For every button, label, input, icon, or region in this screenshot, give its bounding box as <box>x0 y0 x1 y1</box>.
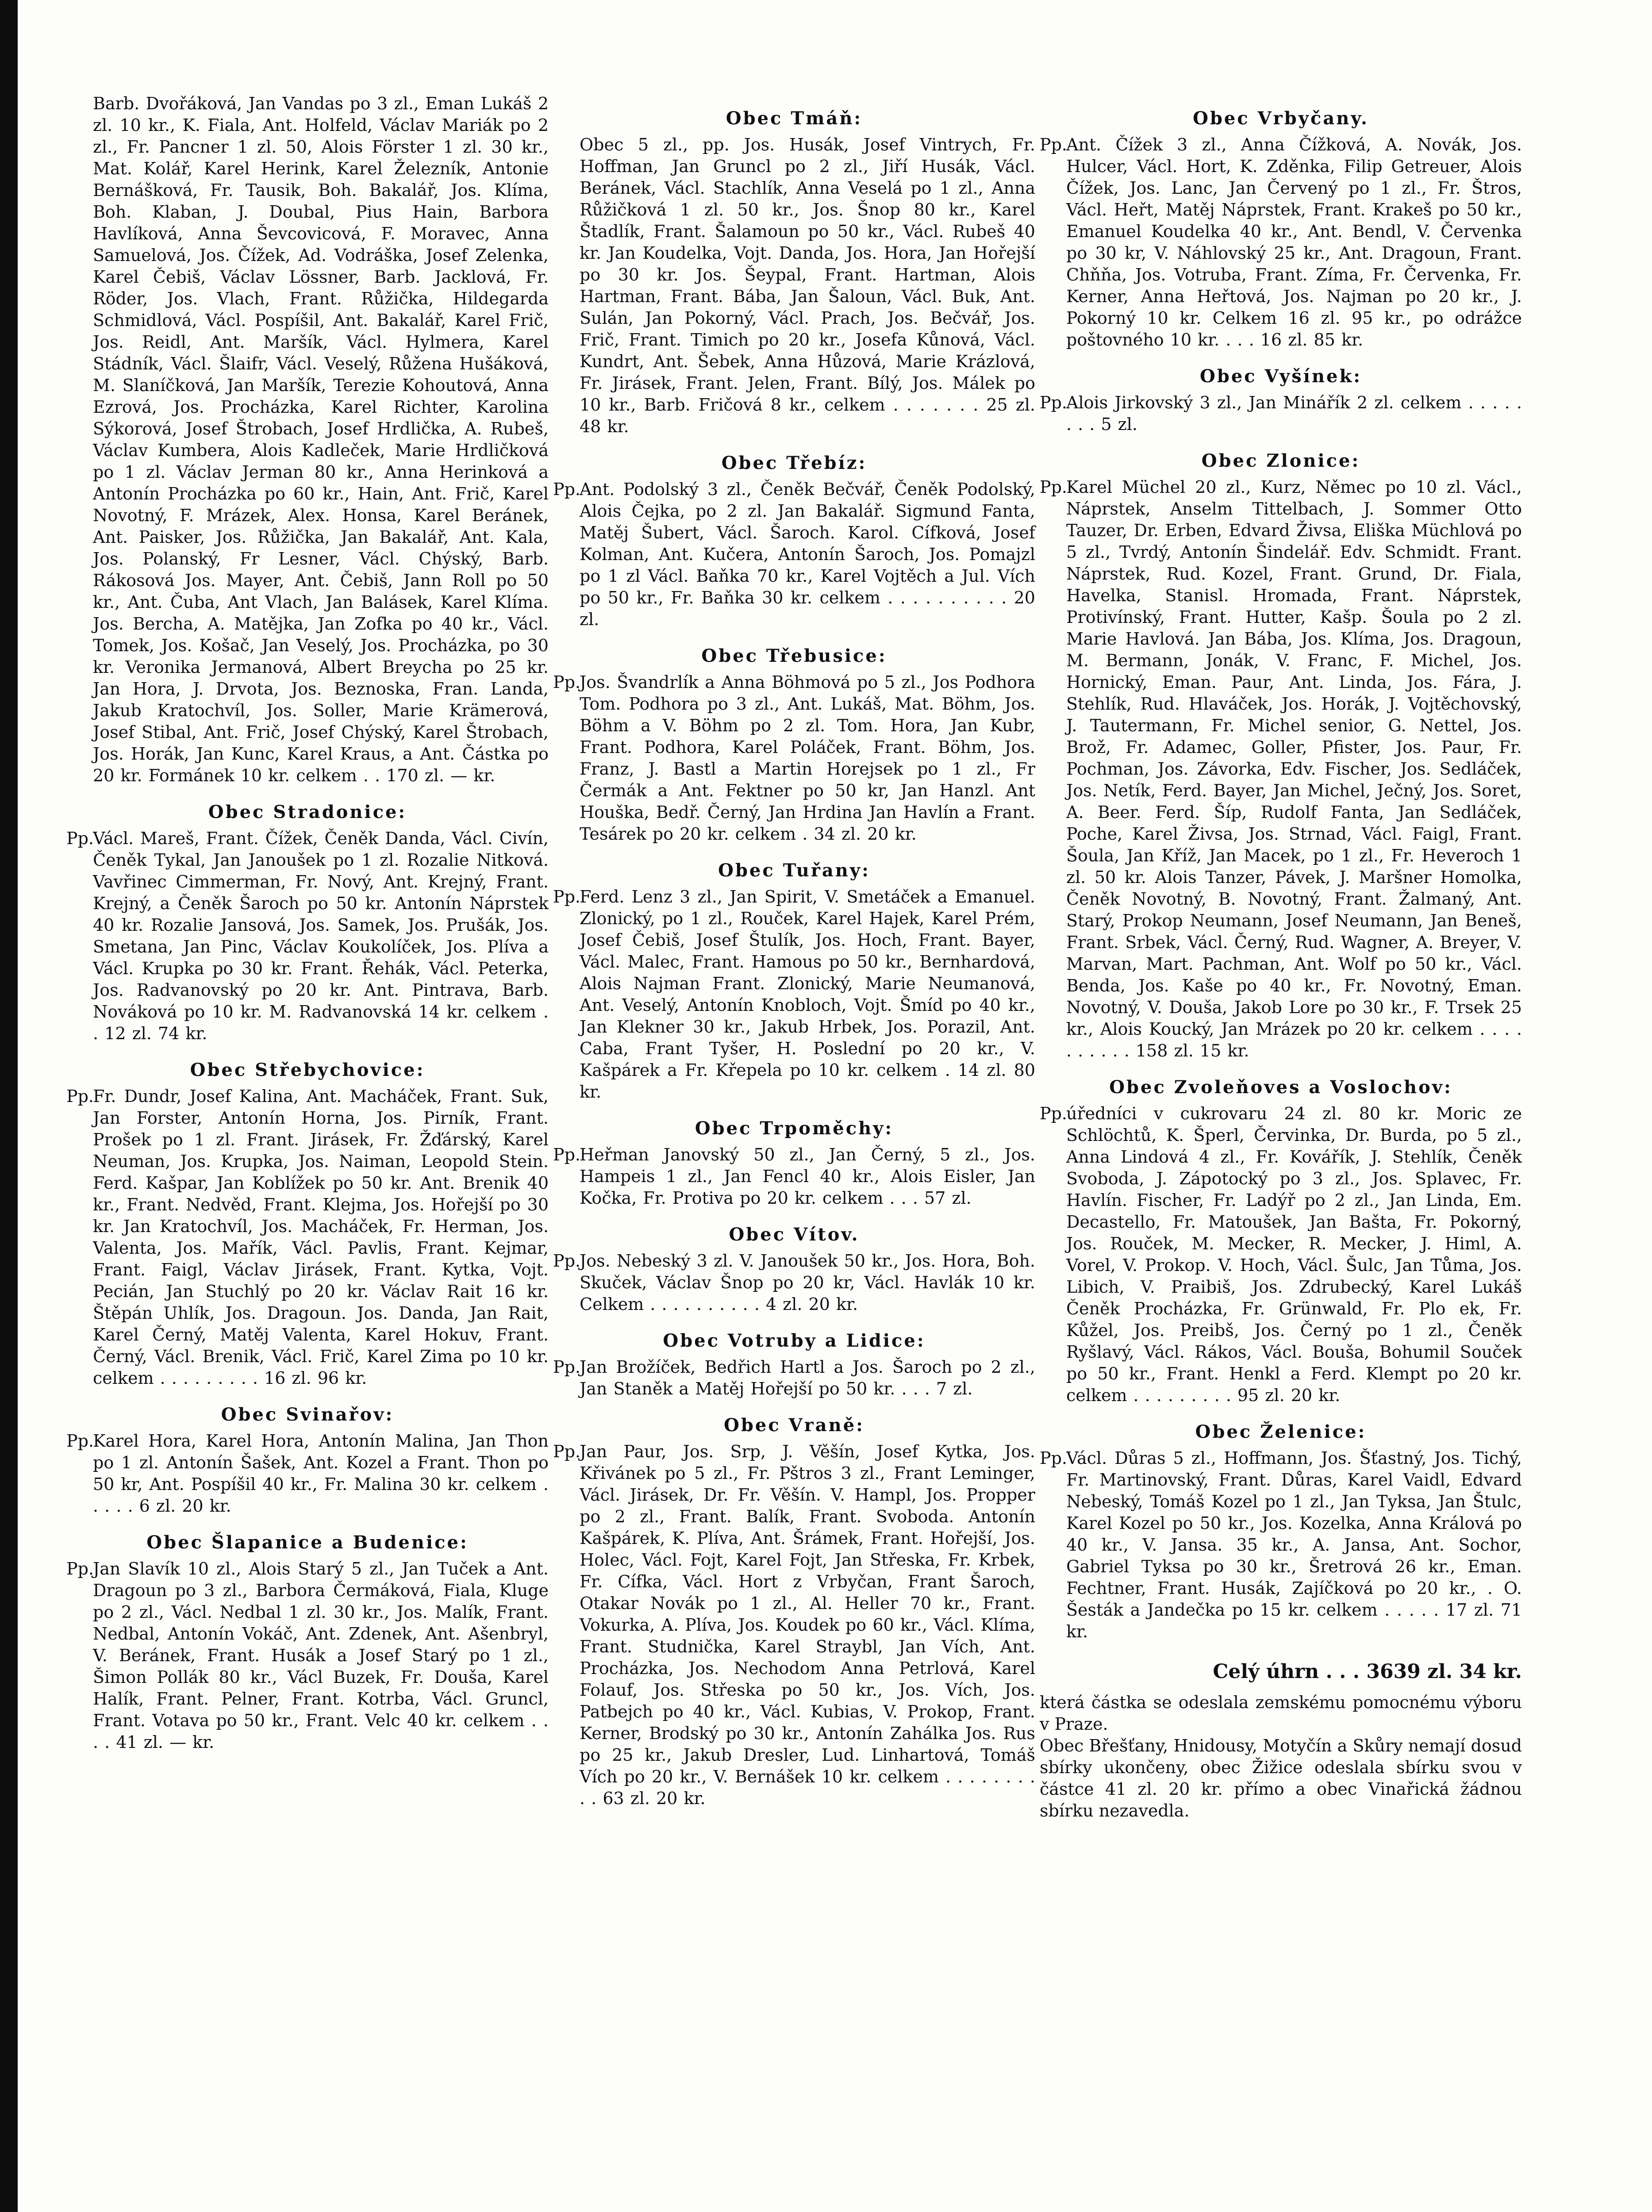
entry-text: Karel Hora, Karel Hora, Antonín Malina, Jan Thon po 1 zl. Antonín Šašek, Ant. Kozel a Frant. Thon po 50 kr, Ant. Pospíšil 40 kr., Fr. Malina 30 kr. celkem . . . . . 6 zl. 20 kr. <box>93 1431 549 1516</box>
donation-entry <box>553 1441 1035 1809</box>
donation-entry <box>66 1430 549 1517</box>
entry-text: Jan Slavík 10 zl., Alois Starý 5 zl., Jan Tuček a Ant. Dragoun po 3 zl., Barbora Čermáková, Fiala, Kluge po 2 zl., Václ. Nedbal 1 zl. 30 kr., Jos. Malík, Frant. Nedbal, Antonín Vokáč, Ant. Zdenek, Ant. Ašenbryl, V. Beránek, Frant. Husák a Josef Starý po 1 zl., Šimon Pollák 80 kr., Václ Buzek, Fr. Douša, Karel Halík, Frant. Pelner, Frant. Kotrba, Václ. Gruncl, Frant. Votava po 50 kr., Frant. Velc 40 kr. celkem . . . . 41 zl. — kr. <box>93 1559 549 1752</box>
entry-prefix: Pp. <box>66 1087 94 1106</box>
donation-entry <box>66 93 549 787</box>
entry-text: Václ. Důras 5 zl., Hoffmann, Jos. Šťastný, Jos. Tichý, Fr. Martinovský, Frant. Důras, Karel Vaidl, Edvard Nebeský, Tomáš Kozel po 1 zl., Jan Tyksa, Jan Štulc, Karel Kozel po 50 kr., Jos. Kozelka, Anna Králová po 40 kr., V. Jansa. 35 kr., A. Jansa, Ant. Sochor, Gabriel Tyksa po 30 kr., Šretrová 26 kr., Eman. Fechtner, Frant. Husák, Zajíčková po 20 kr., . O. Šesták a Jandečka po 15 kr. celkem . . . . . 17 zl. 71 kr. <box>1066 1448 1522 1641</box>
closing-note: která částka se odeslala zemskému pomocnému výboru v Praze. <box>1040 1693 1522 1734</box>
donation-entry <box>66 1558 549 1753</box>
entry-text: Heřman Janovský 50 zl., Jan Černý, 5 zl., Jos. Hampeis 1 zl., Jan Fencl 40 kr., Alois Eisler, Jan Kočka, Fr. Protiva po 20 kr. celkem . . . 57 zl. <box>580 1145 1035 1208</box>
entry-prefix: Pp. <box>66 1431 94 1451</box>
entry-text: Alois Jirkovský 3 zl., Jan Minářík 2 zl. celkem . . . . . . . . 5 zl. <box>1066 393 1522 434</box>
column-2 <box>553 93 1035 1809</box>
entry-prefix: Pp. <box>553 672 580 692</box>
entry-text: Fr. Dundr, Josef Kalina, Ant. Macháček, Frant. Suk, Jan Forster, Antonín Horna, Jos. Pirník, Frant. Prošek po 1 zl. Frant. Jirásek, Fr. Žďárský, Karel Neuman, Jos. Krupka, Jos. Naiman, Leopold Stein. Ferd. Kašpar, Jan Koblížek po 50 kr. Ant. Brenik 40 kr., Frant. Nedvěd, Frant. Klejma, Jos. Hořejší po 30 kr. Jan Kratochvíl, Jos. Macháček, Fr. Herman, Jos. Valenta, Jos. Mařík, Václ. Pavlis, Frant. Kejmar, Frant. Faigl, Václav Jirásek, Frant. Kytka, Vojt. Pecián, Jan Stuchlý po 20 kr. Václav Rait 16 kr. Štěpán Uhlík, Jos. Dragoun. Jos. Danda, Jan Rait, Karel Černý, Matěj Valenta, Karel Hokuv, Frant. Černý, Václ. Brenik, Václ. Frič, Karel Zima po 10 kr. celkem . . . . . . . . . 16 zl. 96 kr. <box>93 1087 549 1388</box>
entry-text: Jan Paur, Jos. Srp, J. Věšín, Josef Kytka, Jos. Křivánek po 5 zl., Fr. Pštros 3 zl., Frant Leminger, Václ. Jirásek, Dr. Fr. Věšín. V. Hampl, Jos. Propper po 2 zl., Frant. Balík, Frant. Svoboda. Antonín Kašpárek, K. Plíva, Ant. Šrámek, Frant. Hořejší, Jos. Holec, Václ. Fojt, Karel Fojt, Jan Střeska, Fr. Krbek, Fr. Cífka, Václ. Hort z Vrbyčan, Frant Šaroch, Otakar Novák po 1 zl., Al. Heller 70 kr., Frant. Vokurka, A. Plíva, Jos. Koudek po 60 kr., Václ. Klíma, Frant. Studnička, Karel Straybl, Jan Vích, Ant. Procházka, Jos. Nechodom Anna Petrlová, Karel Folauf, Jos. Střeska po 50 kr., Jos. Vích, Jos. Patbejch po 40 kr., Václ. Kubias, V. Prokop, Frant. Kerner, Brodský po 30 kr., Antonín Zahálka Jos. Rus po 25 kr., Jakub Dresler, Lud. Linhartová, Tomáš Vích po 20 kr., V. Bernášek 10 kr. celkem . . . . . . . . . . 63 zl. 20 kr. <box>580 1442 1035 1808</box>
donation-entry <box>553 1144 1035 1209</box>
section-title: Obec Střebychovice: <box>190 1060 425 1080</box>
donation-entry <box>1040 1448 1522 1643</box>
entry-prefix: Pp. <box>66 829 94 848</box>
entry-text: Jos. Nebeský 3 zl. V. Janoušek 50 kr., Jos. Hora, Boh. Skuček, Václav Šnop po 20 kr, Václ. Havlák 10 kr. Celkem . . . . . . . . . . 4 zl. 20 kr. <box>580 1251 1035 1314</box>
entry-prefix: Pp. <box>66 1559 94 1578</box>
section-title: Obec Zvoleňoves a Voslochov: <box>1109 1077 1452 1098</box>
entry-text: Karel Müchel 20 zl., Kurz, Němec po 10 zl. Václ., Náprstek, Anselm Tittelbach, J. Sommer Otto Tauzer, Dr. Erben, Edvard Živsa, Eliška Müchlová po 5 zl., Tvrdý, Antonín Šindelář. Edv. Schmidt. Frant. Náprstek, Rud. Kozel, Frant. Grund, Dr. Fiala, Havelka, Stanisl. Hromada, Frant. Náprstek, Protivínský, Frant. Hutter, Kašp. Šoula po 2 zl. Marie Havlová. Jan Bába, Jos. Klíma, Jos. Dragoun, M. Bermann, Jonák, V. Franc, F. Michel, Jos. Hornický, Eman. Paur, Ant. Linda, Jos. Fára, J. Stehlík, Rud. Hlaváček, Jos. Horák, J. Vojtěchovský, J. Tautermann, Fr. Michel senior, G. Nettel, Jos. Brož, Fr. Adamec, Goller, Pfister, Jos. Paur, Fr. Pochman, Jos. Závorka, Edv. Fischer, Jos. Sedláček, Jos. Netík, Ferd. Bayer, Jan Michel, Ječný, Jos. Soret, A. Beer. Ferd. Šíp, Rudolf Fanta, Jan Sedláček, Poche, Karel Živsa, Jos. Strnad, Václ. Faigl, Frant. Šoula, Jan Kříž, Jan Macek, po 1 zl., Fr. Heveroch 1 zl. 50 kr. Alois Tanzer, Pávek, J. Maršner Homolka, Čeněk Novotný, B. Novotný, Frant. Žalmaný, Ant. Starý, Prokop Neumann, Josef Neumann, Jan Beneš, Frant. Srbek, Václ. Černý, Rud. Wagner, A. Breyer, V. Marvan, Mart. Pachman, Ant. Wolf po 50 kr., Václ. Benda, Jos. Kaše po 40 kr., Fr. Novotný, Eman. Novotný, V. Douša, Jakob Lore po 30 kr., F. Trsek 25 kr., Alois Koucký, Jan Mrázek po 20 kr. celkem . . . . . . . . . . 158 zl. 15 kr. <box>1066 477 1522 1060</box>
donation-entry <box>553 1250 1035 1315</box>
entry-prefix <box>66 93 93 787</box>
entry-prefix <box>553 134 580 438</box>
section-title: Obec Zlonice: <box>1201 450 1360 471</box>
donation-entry <box>553 479 1035 630</box>
entry-text: Václ. Mareš, Frant. Čížek, Čeněk Danda, Václ. Civín, Čeněk Tykal, Jan Janoušek po 1 zl. Rozalie Nitková. Vavřinec Cimmerman, Fr. Nový, Ant. Krejný, Frant. Krejný, a Čeněk Šaroch po 50 kr. Antonín Náprstek 40 kr. Rozalie Jansová, Jos. Samek, Jos. Prušák, Jos. Smetana, Jan Pinc, Václav Koukolíček, Jos. Plíva a Václ. Krupka po 30 kr. Frant. Řehák, Václ. Peterka, Jos. Radvanovský po 20 kr. Ant. Pintrava, Barb. Nováková po 10 kr. M. Radvanovská 14 kr. celkem . . 12 zl. 74 kr. <box>93 829 549 1043</box>
entry-text: Jos. Švandrlík a Anna Böhmová po 5 zl., Jos Podhora Tom. Podhora po 3 zl., Ant. Lukáš, Mat. Böhm, Jos. Böhm a V. Böhm po 2 zl. Tom. Hora, Jan Kubr, Frant. Podhora, Karel Poláček, Frant. Böhm, Jos. Franz, J. Bastl a Martin Horejsek po 1 zl., Fr Čermák a Ant. Fektner po 50 kr, Jan Hanzl. Ant Houška, Bedř. Černý, Jan Hrdina Jan Havlín a Frant. Tesárek po 20 kr. celkem . 34 zl. 20 kr. <box>580 672 1035 844</box>
entry-prefix: Pp. <box>1040 1104 1067 1123</box>
donation-entry <box>553 886 1035 1103</box>
donation-entry <box>66 828 549 1045</box>
closing-note: Obec Břešťany, Hnidousy, Motyčín a Skůry nemají dosud sbírky ukončeny, obec Žižice odeslala sbírku svou v částce 41 zl. 20 kr. přímo a obec Vinařická žádnou sbírku nezavedla. <box>1040 1736 1522 1820</box>
section-title: Obec Trpoměchy: <box>695 1118 894 1139</box>
entry-prefix: Pp. <box>553 1442 580 1461</box>
section-title: Obec Vyšínek: <box>1200 366 1362 387</box>
column-1 <box>66 93 549 1753</box>
entry-prefix: Pp. <box>553 480 580 499</box>
section-title: Obec Třebíz: <box>721 453 867 473</box>
entry-text: Ferd. Lenz 3 zl., Jan Spirit, V. Smetáček a Emanuel. Zlonický, po 1 zl., Rouček, Karel Hajek, Karel Prém, Josef Čebiš, Josef Štulík, Jos. Hoch, Frant. Bayer, Václ. Malec, Frant. Hamous po 50 kr., Bernhardová, Alois Najman Frant. Zlonický, Marie Neumanová, Ant. Veselý, Antonín Knobloch, Vojt. Šmíd po 40 kr., Jan Klekner 30 kr., Jakub Hrbek, Jos. Porazil, Ant. Caba, Frant Tyšer, H. Poslední po 20 kr., V. Kašpárek a Fr. Křepela po 10 kr. celkem . 14 zl. 80 kr. <box>580 887 1035 1102</box>
section-title: Obec Votruby a Lidice: <box>663 1330 926 1351</box>
entry-prefix: Pp. <box>1040 1448 1067 1468</box>
donation-entry <box>66 1086 549 1389</box>
donation-entry <box>1040 134 1522 351</box>
section-title: Obec Želenice: <box>1195 1421 1367 1442</box>
section-title: Obec Šlapanice a Budenice: <box>146 1532 469 1553</box>
entry-prefix: Pp. <box>553 1357 580 1377</box>
donation-entry <box>1040 1103 1522 1406</box>
entry-text: Jan Brožíček, Bedřich Hartl a Jos. Šaroch po 2 zl., Jan Staněk a Matěj Hořejší po 50 kr. . . . 7 zl. <box>580 1357 1035 1398</box>
donation-entry <box>553 672 1035 845</box>
section-title: Obec Vraně: <box>724 1415 864 1436</box>
donation-entry <box>1040 476 1522 1062</box>
donation-entry <box>553 134 1035 438</box>
entry-prefix: Pp. <box>1040 135 1067 154</box>
entry-prefix: Pp. <box>1040 393 1067 412</box>
entry-text: Ant. Čížek 3 zl., Anna Čížková, A. Novák, Jos. Hulcer, Václ. Hort, K. Zděnka, Filip Getreuer, Alois Čížek, Jos. Lanc, Jan Červený po 1 zl., Fr. Štros, Václ. Heřt, Matěj Náprstek, Frant. Krakeš po 50 kr., Emanuel Koudelka 40 kr., Ant. Bendl, V. Červenka po 30 kr, V. Náhlovský 25 kr., Ant. Dragoun, Frant. Chňňa, Jos. Votruba, Frant. Zíma, Fr. Červenka, Fr. Kerner, Anna Heřtová, Jos. Najman po 20 kr., J. Pokorný 10 kr. Celkem 16 zl. 95 kr., po odrážce poštovného 10 kr. . . . 16 zl. 85 kr. <box>1066 135 1522 349</box>
section-title: Obec Vítov. <box>729 1224 860 1245</box>
section-title: Obec Třebusice: <box>701 645 887 666</box>
entry-text: Barb. Dvořáková, Jan Vandas po 3 zl., Eman Lukáš 2 zl. 10 kr., K. Fiala, Ant. Holfeld, Václav Mariák po 2 zl., Fr. Pancner 1 zl. 50, Alois Förster 1 zl. 30 kr., Mat. Kolář, Karel Herink, Karel Železník, Antonie Bernášková, Fr. Tausik, Boh. Bakalář, Jos. Klíma, Boh. Klaban, J. Doubal, Pius Hain, Barbora Havlíková, Anna Ševcovicová, F. Moravec, Anna Samuelová, Jos. Čížek, Ad. Vodráška, Josef Zelenka, Karel Čebiš, Václav Lössner, Barb. Jacklová, Fr. Röder, Jos. Vlach, Frant. Růžička, Hildegarda Schmidlová, Václ. Pospíšil, Ant. Bakalář, Karel Frič, Jos. Reidl, Ant. Maršík, Václ. Hylmera, Karel Stádník, Václ. Šlaifr, Václ. Veselý, Růžena Hušáková, M. Slaníčková, Jan Maršík, Terezie Kohoutová, Anna Ezrová, Jos. Procházka, Karel Richter, Karolina Sýkorová, Josef Štrobach, Josef Hrdlička, A. Rubeš, Václav Kumbera, Alois Kadleček, Marie Hrdličková po 1 zl. Václav Jerman 80 kr., Anna Herinková a Antonín Procházka po 60 kr., Hain, Ant. Frič, Karel Novotný, F. Mrázek, Alex. Honsa, Karel Beránek, Ant. Paisker, Jos. Růžička, Jan Bakalář, Ant. Kala, Jos. Polanský, Fr Lesner, Václ. Chýský, Barb. Rákosová Jos. Mayer, Ant. Čebiš, Jann Roll po 50 kr., Ant. Čuba, Ant Vlach, Jan Balásek, Karel Klíma. Jos. Bercha, A. Matějka, Jan Zofka po 40 kr., Václ. Tomek, Jos. Košač, Jan Veselý, Jos. Procházka, po 30 kr. Veronika Jermanová, Albert Breycha po 25 kr. Jan Hora, J. Drvota, Jos. Beznoska, Fran. Landa, Jakub Kratochvíl, Jos. Soller, Marie Krämerová, Josef Stibal, Ant. Frič, Josef Chýský, Karel Štrobach, Jos. Horák, Jan Kunc, Karel Kraus, a Ant. Částka po 20 kr. Formánek 10 kr. celkem . . 170 zl. — kr. <box>93 94 549 785</box>
page-left-border <box>0 0 18 2212</box>
section-title: Obec Svinařov: <box>221 1404 394 1425</box>
entry-text: Ant. Podolský 3 zl., Čeněk Bečvář, Čeněk Podolský, Alois Čejka, po 2 zl. Jan Bakalář. Sigmund Fanta, Matěj Šubert, Václ. Šaroch. Karol. Cífková, Josef Kolman, Ant. Kučera, Antonín Šaroch, Jos. Pomajzl po 1 zl Václ. Baňka 70 kr., Karel Vojtěch a Jul. Vích po 50 kr., Fr. Baňka 30 kr. celkem . . . . . . . . . . 20 zl. <box>580 480 1035 629</box>
section-title: Obec Stradonice: <box>208 802 407 822</box>
section-title: Obec Tuřany: <box>718 860 870 881</box>
entry-prefix: Pp. <box>553 1251 580 1271</box>
section-title: Obec Vrbyčany. <box>1193 108 1369 129</box>
donation-entry <box>553 1356 1035 1400</box>
grand-total: Celý úhrn . . . 3639 zl. 34 kr. <box>1213 1660 1522 1683</box>
entry-prefix: Pp. <box>553 887 580 906</box>
donation-entry <box>1040 392 1522 435</box>
entry-prefix: Pp. <box>1040 477 1067 497</box>
section-title: Obec Tmáň: <box>726 108 863 129</box>
entry-text: úředníci v cukrovaru 24 zl. 80 kr. Moric ze Schlöchtů, K. Šperl, Červinka, Dr. Burda, po 5 zl., Anna Lindová 4 zl., Fr. Kovářík, J. Stehlík, Čeněk Svoboda, J. Zápotocký po 3 zl., Jos. Splavec, Fr. Havlín. Fischer, Fr. Ladýř po 2 zl., Jan Linda, Em. Decastello, Fr. Matoušek, Jan Bašta, Fr. Pokorný, Jos. Rouček, M. Mecker, R. Mecker, J. Himl, A. Vorel, V. Prokop. V. Hoch, Václ. Šulc, Jan Tůma, Jos. Libich, V. Praibiš, Jos. Zdrubecký, Karel Lukáš Čeněk Procházka, Fr. Grünwald, Fr. Plo ek, Fr. Kůžel, Jos. Preibš, Jos. Černý po 1 zl., Čeněk Ryšlavý, Václ. Rákos, Václ. Bouša, Bohumil Souček po 50 kr., Frant. Henkl a Ferd. Klempt po 20 kr. celkem . . . . . . . . . 95 zl. 20 kr. <box>1066 1104 1522 1405</box>
entry-text: Obec 5 zl., pp. Jos. Husák, Josef Vintrych, Fr. Hoffman, Jan Gruncl po 2 zl., Jiří Husák, Václ. Beránek, Václ. Stachlík, Anna Veselá po 1 zl., Anna Růžičková 1 zl. 50 kr., Jos. Šnop 80 kr., Karel Štadlík, Frant. Šalamoun po 50 kr., Václ. Rubeš 40 kr. Jan Koudelka, Vojt. Danda, Jos. Hora, Jan Hořejší po 30 kr. Jos. Šeypal, Frant. Hartman, Alois Hartman, Frant. Bába, Jan Šaloun, Václ. Buk, Ant. Sulán, Jan Pokorný, Václ. Prach, Jos. Bečvář, Jos. Frič, Frant. Timich po 20 kr., Josefa Kůnová, Václ. Kundrt, Ant. Šebek, Anna Hůzová, Marie Krázlová, Fr. Jirásek, Frant. Jelen, Frant. Bílý, Jos. Málek po 10 kr., Barb. Fričová 8 kr., celkem . . . . . . . 25 zl. 48 kr. <box>580 135 1035 436</box>
entry-prefix: Pp. <box>553 1145 580 1164</box>
column-3 <box>1040 93 1522 1822</box>
